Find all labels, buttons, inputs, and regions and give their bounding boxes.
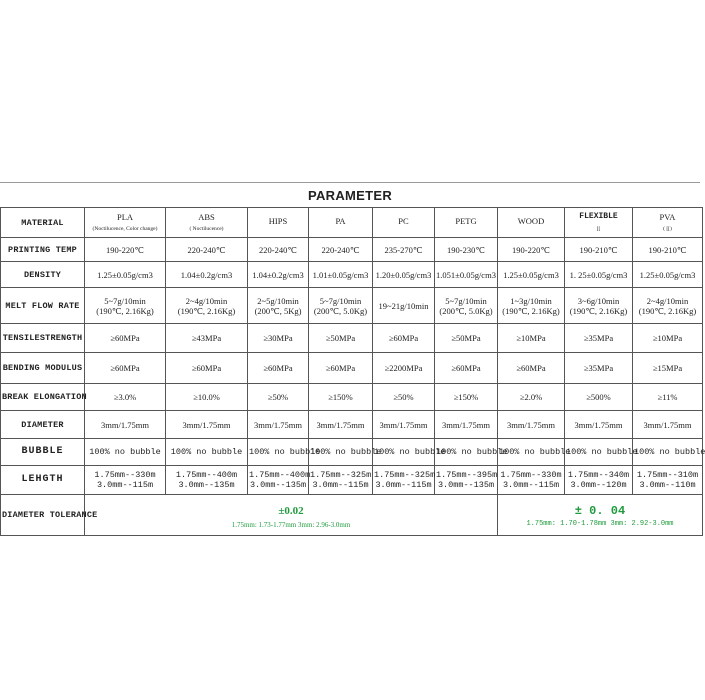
material-name: PA bbox=[335, 215, 346, 226]
value-cell: 3mm/1.75mm bbox=[166, 411, 248, 439]
value-cell: 1.25±0.05g/cm3 bbox=[498, 262, 565, 288]
value-cell: 190-210℃ bbox=[565, 238, 633, 262]
value-cell: 3mm/1.75mm bbox=[633, 411, 703, 439]
tolerance-flexible bbox=[498, 495, 703, 536]
row-label: MELT FLOW RATE bbox=[1, 288, 85, 324]
value-cell: 100% no bubble bbox=[565, 439, 633, 466]
value-line-1: 1.75mm--325m bbox=[310, 470, 372, 480]
material-header bbox=[248, 208, 309, 238]
material-name: HIPS bbox=[268, 215, 288, 226]
row-printing-temp bbox=[1, 238, 703, 262]
value-cell: 1. 25±0.05g/cm3 bbox=[565, 262, 633, 288]
value-cell: ≥15MPa bbox=[633, 353, 703, 384]
value-cell bbox=[248, 288, 309, 324]
value-cell bbox=[166, 288, 248, 324]
value-cell: ≥10.0% bbox=[166, 384, 248, 411]
value-cell: ≥30MPa bbox=[248, 324, 309, 353]
material-name: PC bbox=[398, 215, 409, 226]
value-cell: 1.051±0.05g/cm3 bbox=[435, 262, 498, 288]
row-melt-flow-rate bbox=[1, 288, 703, 324]
material-name: FLEXIBLE bbox=[579, 212, 618, 221]
value-cell: ≥35MPa bbox=[565, 324, 633, 353]
value-line-1: 2~5g/10min bbox=[257, 295, 299, 306]
material-note: ( Noctilucence) bbox=[189, 226, 224, 232]
value-cell: 100% no bubble bbox=[633, 439, 703, 466]
value-cell bbox=[309, 288, 373, 324]
tolerance-range: 1.75mm: 1.70-1.78mm 3mm: 2.92-3.0mm bbox=[526, 519, 674, 528]
value-line-2: 3.0mm--115m bbox=[502, 480, 560, 490]
value-cell: 100% no bubble bbox=[309, 439, 373, 466]
material-header bbox=[565, 208, 633, 238]
value-cell: 3mm/1.75mm bbox=[373, 411, 435, 439]
value-cell: 1.25±0.05g/cm3 bbox=[85, 262, 166, 288]
row-bending-modulus bbox=[1, 353, 703, 384]
material-header bbox=[435, 208, 498, 238]
row-density bbox=[1, 262, 703, 288]
value-cell bbox=[435, 466, 498, 495]
value-cell: 100% no bubble bbox=[248, 439, 309, 466]
value-cell: 3mm/1.75mm bbox=[498, 411, 565, 439]
value-line-1: 1.75mm--340m bbox=[567, 470, 630, 480]
value-cell bbox=[85, 288, 166, 324]
value-cell bbox=[373, 288, 435, 324]
row-label: BUBBLE bbox=[1, 439, 85, 466]
material-header bbox=[498, 208, 565, 238]
material-note: [[ bbox=[596, 226, 601, 232]
value-cell: ≥3.0% bbox=[85, 384, 166, 411]
value-line-1: 5~7g/10min bbox=[445, 295, 487, 306]
row-tensile-strength bbox=[1, 324, 703, 353]
value-cell: 235-270℃ bbox=[373, 238, 435, 262]
row-diameter-tolerance bbox=[1, 495, 703, 536]
row-label: BENDING MODULUS bbox=[1, 353, 85, 384]
value-cell bbox=[373, 466, 435, 495]
value-cell: 3mm/1.75mm bbox=[85, 411, 166, 439]
value-cell: 220-240℃ bbox=[309, 238, 373, 262]
value-cell bbox=[498, 466, 565, 495]
row-bubble bbox=[1, 439, 703, 466]
value-cell: 3mm/1.75mm bbox=[309, 411, 373, 439]
value-cell: ≥60MPa bbox=[373, 324, 435, 353]
row-break-elongation bbox=[1, 384, 703, 411]
value-line-2: 3.0mm--135m bbox=[437, 480, 495, 490]
value-line-2: (190℃, 2.16Kg) bbox=[96, 305, 154, 316]
value-cell: ≥35MPa bbox=[565, 353, 633, 384]
value-cell: ≥60MPa bbox=[498, 353, 565, 384]
value-cell: 220-240℃ bbox=[248, 238, 309, 262]
row-diameter bbox=[1, 411, 703, 439]
value-cell: ≥11% bbox=[633, 384, 703, 411]
value-cell: 100% no bubble bbox=[85, 439, 166, 466]
value-cell: ≥10MPa bbox=[498, 324, 565, 353]
value-line-2: (200℃, 5.0Kg) bbox=[439, 305, 493, 316]
tolerance-range: 1.75mm: 1.73-1.77mm 3mm: 2.96-3.0mm bbox=[231, 520, 351, 529]
material-name: ABS bbox=[198, 212, 215, 222]
value-cell: 1.25±0.05g/cm3 bbox=[633, 262, 703, 288]
value-cell: 3mm/1.75mm bbox=[248, 411, 309, 439]
value-line-2: 3.0mm--115m bbox=[375, 480, 432, 490]
value-line-2: (200℃, 5.0Kg) bbox=[313, 305, 368, 316]
material-note: (Noctilucence, Color change) bbox=[92, 226, 158, 232]
value-cell: 190-220℃ bbox=[498, 238, 565, 262]
material-header bbox=[309, 208, 373, 238]
value-line-2: 3.0mm--135m bbox=[249, 480, 307, 490]
tolerance-label: DIAMETER TOLERANCE bbox=[1, 495, 85, 536]
value-cell: ≥500% bbox=[565, 384, 633, 411]
material-name: PVA bbox=[659, 212, 676, 222]
value-line-2: 3.0mm--135m bbox=[178, 480, 235, 490]
value-cell: 1.01±0.05g/cm3 bbox=[309, 262, 373, 288]
value-line-1: 19~21g/10min bbox=[378, 300, 429, 311]
material-header bbox=[85, 208, 166, 238]
value-line-1: 1.75mm--395m bbox=[436, 470, 498, 480]
row-length bbox=[1, 466, 703, 495]
tolerance-standard bbox=[85, 495, 498, 536]
value-cell: 220-240℃ bbox=[166, 238, 248, 262]
value-line-2: 3.0mm--110m bbox=[639, 480, 696, 490]
value-cell: ≥2200MPa bbox=[373, 353, 435, 384]
material-name: PETG bbox=[455, 215, 477, 226]
value-line-2: 3.0mm--120m bbox=[570, 480, 627, 490]
value-cell: ≥60MPa bbox=[309, 353, 373, 384]
material-label: MATERIAL bbox=[1, 208, 85, 238]
value-cell: ≥43MPa bbox=[166, 324, 248, 353]
value-line-2: 3.0mm--115m bbox=[312, 480, 369, 490]
value-cell: 190-230℃ bbox=[435, 238, 498, 262]
value-cell bbox=[166, 466, 248, 495]
value-cell bbox=[633, 466, 703, 495]
value-cell: ≥60MPa bbox=[85, 353, 166, 384]
value-line-1: 1.75mm--400m bbox=[175, 470, 238, 480]
value-line-1: 1.75mm--400m bbox=[249, 470, 311, 480]
tolerance-value: ± 0. 04 bbox=[574, 503, 626, 518]
value-cell bbox=[498, 288, 565, 324]
tolerance-value: ±0.02 bbox=[278, 504, 304, 517]
value-cell: 1.04±0.2g/cm3 bbox=[248, 262, 309, 288]
value-cell: 1.20±0.05g/cm3 bbox=[373, 262, 435, 288]
value-cell bbox=[435, 288, 498, 324]
value-cell bbox=[633, 288, 703, 324]
value-line-1: 2~4g/10min bbox=[185, 295, 228, 306]
value-cell: 100% no bubble bbox=[498, 439, 565, 466]
header-row bbox=[1, 208, 703, 238]
material-header bbox=[166, 208, 248, 238]
value-cell bbox=[248, 466, 309, 495]
value-cell: ≥10MPa bbox=[633, 324, 703, 353]
value-line-1: 1.75mm--330m bbox=[94, 470, 156, 480]
material-note: ( [[) bbox=[663, 226, 672, 232]
value-line-1: 5~7g/10min bbox=[319, 295, 362, 306]
parameter-sheet bbox=[0, 182, 700, 208]
value-line-1: 1.75mm--325m bbox=[374, 470, 436, 480]
value-line-2: (190℃, 2.16Kg) bbox=[177, 305, 236, 316]
value-line-1: 1.75mm--310m bbox=[636, 470, 699, 480]
row-label: PRINTING TEMP bbox=[1, 238, 85, 262]
row-label: LEHGTH bbox=[1, 466, 85, 495]
value-cell bbox=[565, 288, 633, 324]
material-name: PLA bbox=[116, 212, 134, 222]
value-line-1: 5~7g/10min bbox=[104, 295, 146, 306]
value-line-2: (190℃, 2.16Kg) bbox=[638, 305, 697, 316]
material-header bbox=[633, 208, 703, 238]
value-cell: 190-220℃ bbox=[85, 238, 166, 262]
value-cell bbox=[85, 466, 166, 495]
material-header bbox=[373, 208, 435, 238]
value-line-1: 1~3g/10min bbox=[510, 295, 552, 306]
value-line-2: (200℃, 5Kg) bbox=[254, 305, 302, 316]
value-cell: 3mm/1.75mm bbox=[565, 411, 633, 439]
row-label: DENSITY bbox=[1, 262, 85, 288]
value-line-2: (190℃, 2.16Kg) bbox=[502, 305, 560, 316]
value-line-1: 3~6g/10min bbox=[577, 295, 620, 306]
value-cell: 100% no bubble bbox=[166, 439, 248, 466]
row-label: TENSILESTRENGTH bbox=[1, 324, 85, 353]
value-line-1: 2~4g/10min bbox=[646, 295, 689, 306]
value-cell: ≥50MPa bbox=[309, 324, 373, 353]
value-cell: ≥60MPa bbox=[166, 353, 248, 384]
value-cell: ≥60MPa bbox=[85, 324, 166, 353]
value-cell: ≥50MPa bbox=[435, 324, 498, 353]
value-cell: 100% no bubble bbox=[435, 439, 498, 466]
value-cell: ≥60MPa bbox=[248, 353, 309, 384]
value-cell: ≥150% bbox=[435, 384, 498, 411]
value-cell bbox=[565, 466, 633, 495]
value-cell: 190-210℃ bbox=[633, 238, 703, 262]
row-label: BREAK ELONGATION bbox=[1, 384, 85, 411]
value-cell: 100% no bubble bbox=[373, 439, 435, 466]
value-line-2: (190℃, 2.16Kg) bbox=[569, 305, 628, 316]
row-label: DIAMETER bbox=[1, 411, 85, 439]
value-line-2: 3.0mm--115m bbox=[96, 480, 154, 490]
value-cell: ≥50% bbox=[248, 384, 309, 411]
parameter-table bbox=[0, 207, 703, 536]
value-cell: ≥50% bbox=[373, 384, 435, 411]
value-cell: ≥60MPa bbox=[435, 353, 498, 384]
value-cell bbox=[309, 466, 373, 495]
page-title: PARAMETER bbox=[307, 188, 393, 203]
material-name: WOOD bbox=[517, 215, 545, 226]
value-cell: 3mm/1.75mm bbox=[435, 411, 498, 439]
value-cell: ≥150% bbox=[309, 384, 373, 411]
value-line-1: 1.75mm--330m bbox=[500, 470, 562, 480]
value-cell: ≥2.0% bbox=[498, 384, 565, 411]
value-cell: 1.04±0.2g/cm3 bbox=[166, 262, 248, 288]
